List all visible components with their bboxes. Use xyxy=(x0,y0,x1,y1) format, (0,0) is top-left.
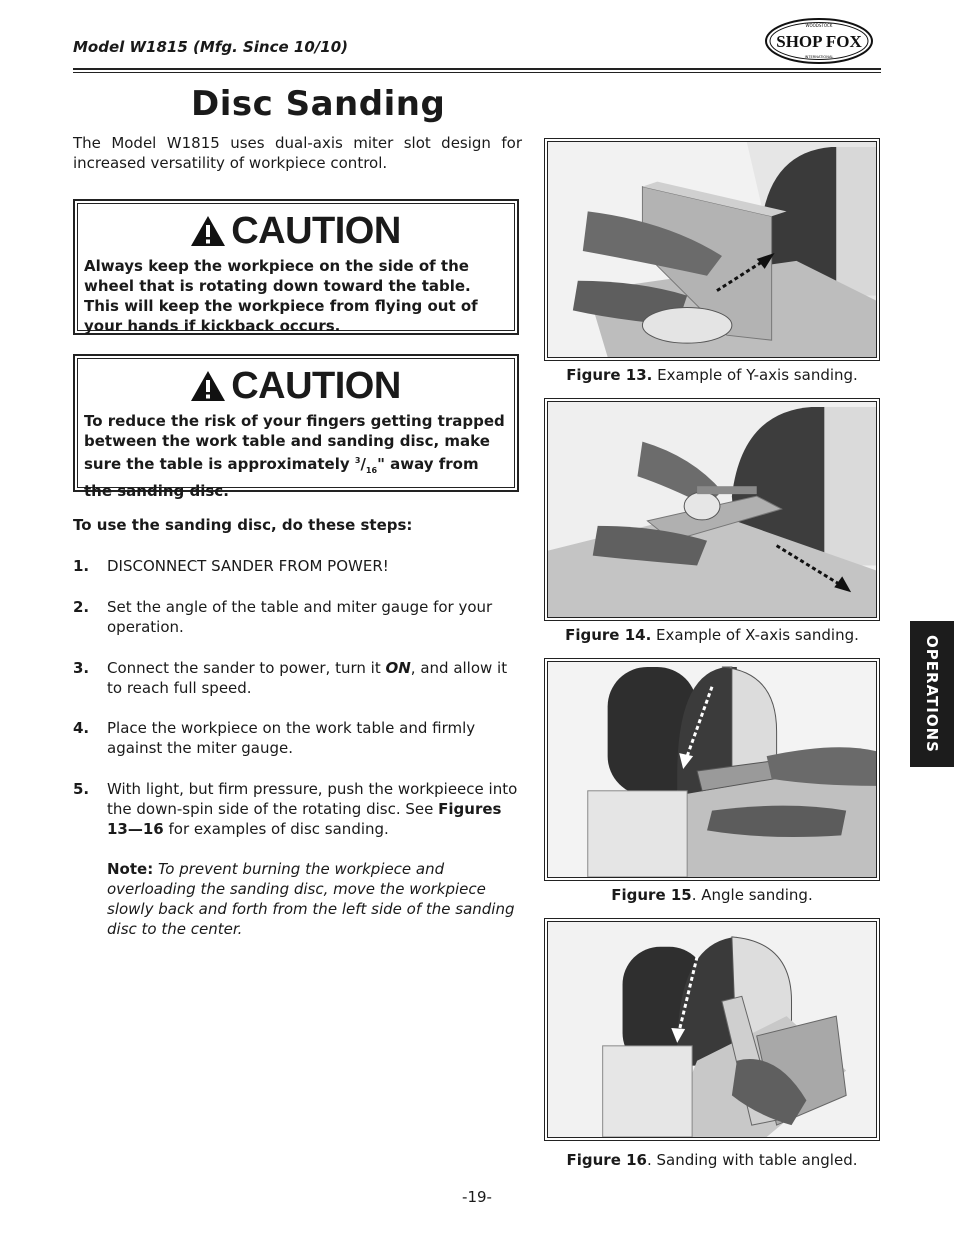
figure-label: Figure 15 xyxy=(611,886,692,904)
figure-reference: Figures 13—16 xyxy=(107,800,502,838)
logo-text: SHOP FOX xyxy=(776,32,862,51)
figure-16-caption xyxy=(544,1151,880,1169)
intro-paragraph: The Model W1815 uses dual-axis miter slot design for increased versatility of workpiece control. xyxy=(73,134,522,172)
warning-triangle-icon xyxy=(189,369,227,403)
step-text: Set the angle of the table and miter gauge for your operation. xyxy=(107,598,493,636)
model-label: Model W1815 (Mfg. Since 10/10) xyxy=(73,38,348,56)
page-title: Disc Sanding xyxy=(191,84,446,124)
figure-15-caption xyxy=(544,886,880,904)
note-text: To prevent burning the workpiece and overloading the sanding disc, move the workpiece slowly back and forth from the left side of the sanding disc to the center. xyxy=(107,860,515,938)
warning-triangle-icon xyxy=(189,214,227,248)
side-tab-label: OPERATIONS xyxy=(923,635,941,753)
figure-13-photo xyxy=(544,138,880,361)
caution-box xyxy=(73,199,519,335)
caution-text: Always keep the workpiece on the side of the wheel that is rotating down toward the table. This will keep the workpiece from flying out of your hands if kickback occurs. xyxy=(84,257,478,335)
note-paragraph xyxy=(107,859,517,939)
step-number: 1. xyxy=(73,557,90,575)
step-text: DISCONNECT SANDER FROM POWER! xyxy=(107,557,389,575)
caution-text-part: " away from the sanding disc. xyxy=(84,455,479,500)
figure-caption-text: Example of X-axis sanding. xyxy=(651,626,859,644)
caution-text-part: To reduce the risk of your fingers getting trapped between the work table and sanding disc, make sure the table is approximately xyxy=(84,412,505,473)
figure-16-photo xyxy=(544,918,880,1141)
step-item xyxy=(73,718,518,758)
note-label: Note: xyxy=(107,860,154,878)
step-text-part: for examples of disc sanding. xyxy=(163,820,389,838)
figure-15-photo xyxy=(544,658,880,881)
header-rule-thin xyxy=(73,72,881,73)
step-item xyxy=(73,556,518,576)
step-text-part: , and allow it to reach full speed. xyxy=(107,659,508,697)
step-item xyxy=(73,658,518,698)
steps-intro: To use the sanding disc, do these steps: xyxy=(73,516,413,534)
figure-13-caption xyxy=(544,366,880,384)
fraction-separator: / xyxy=(360,455,366,473)
logo-bottom-text: INTERNATIONAL xyxy=(804,55,834,59)
page-number: -19- xyxy=(462,1188,492,1206)
figure-caption-text: . Angle sanding. xyxy=(691,886,813,904)
figure-label: Figure 13. xyxy=(566,366,653,384)
header-rule xyxy=(73,68,881,70)
figure-label: Figure 16 xyxy=(566,1151,647,1169)
figure-14-photo xyxy=(544,398,880,621)
figure-caption-text: . Sanding with table angled. xyxy=(646,1151,858,1169)
section-side-tab xyxy=(910,621,954,767)
step-number: 5. xyxy=(73,780,90,798)
figure-caption-text: Example of Y-axis sanding. xyxy=(652,366,858,384)
step-item xyxy=(73,597,518,637)
step-item xyxy=(73,779,518,839)
figure-14-caption xyxy=(544,626,880,644)
logo-top-text: WOODSTOCK xyxy=(805,23,833,28)
step-text-part: Connect the sander to power, turn it xyxy=(107,659,386,677)
caution-text xyxy=(84,411,506,501)
step-text-part: With light, but firm pressure, push the workpieece into the down-spin side of the rotating disc. See xyxy=(107,780,518,818)
step-number: 2. xyxy=(73,598,90,616)
step-text: Place the workpiece on the work table and firmly against the miter gauge. xyxy=(107,719,476,757)
caution-heading: CAUTION xyxy=(231,209,401,252)
fraction-denominator: 16 xyxy=(365,466,378,475)
fraction-numerator: 3 xyxy=(354,456,361,465)
caution-heading: CAUTION xyxy=(231,364,401,407)
step-number: 3. xyxy=(73,659,90,677)
step-number: 4. xyxy=(73,719,90,737)
caution-box xyxy=(73,354,519,500)
figure-label: Figure 14. xyxy=(565,626,652,644)
step-emphasis: ON xyxy=(385,659,411,677)
step-text xyxy=(107,779,518,839)
step-text xyxy=(107,658,518,698)
shop-fox-logo xyxy=(764,16,874,66)
